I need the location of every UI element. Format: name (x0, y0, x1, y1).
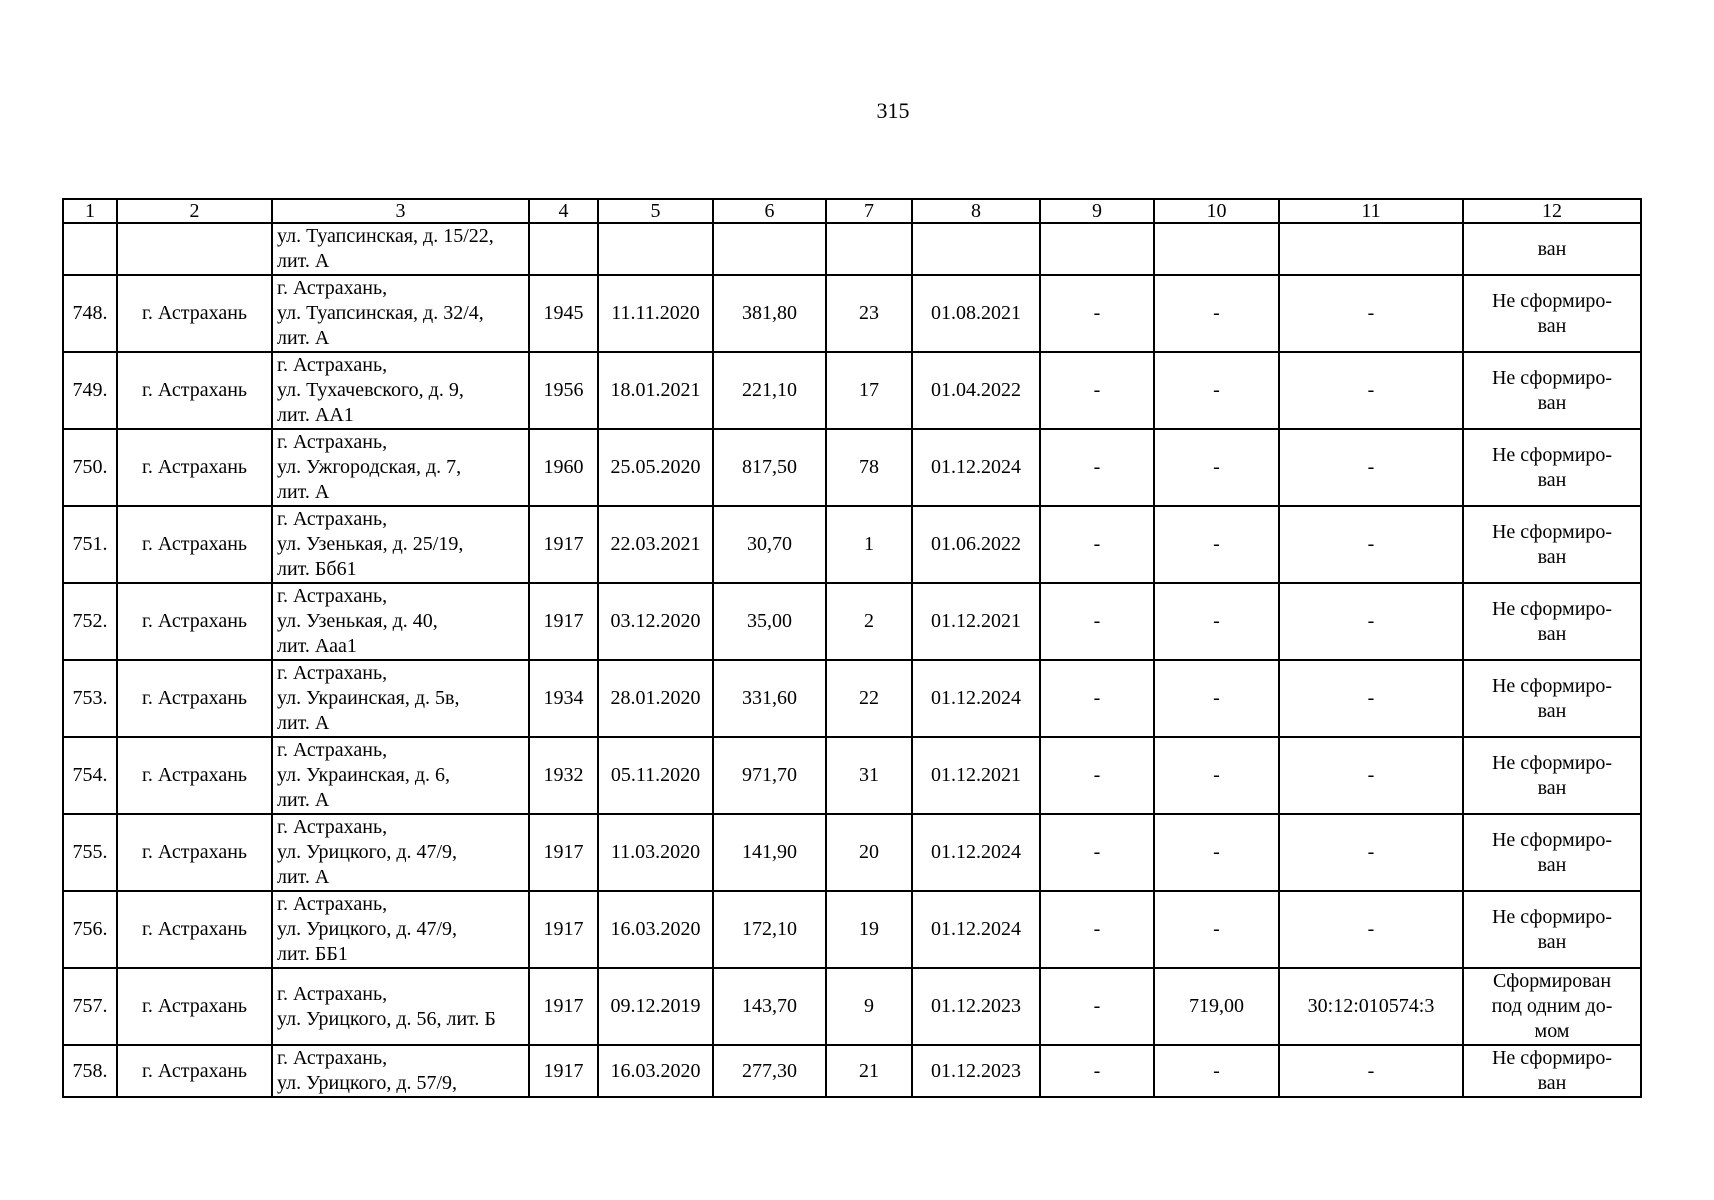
cell-year: 1932 (529, 737, 598, 814)
cell-city: г. Астрахань (117, 814, 272, 891)
address-line: лит. А (277, 327, 330, 349)
address-line: г. Астрахань, (277, 431, 388, 453)
column-header-8: 8 (912, 199, 1040, 223)
cell-col11: 30:12:010574:3 (1279, 968, 1463, 1045)
cell-status (1463, 429, 1641, 506)
page-number: 315 (876, 98, 910, 123)
address-line: ул. Туапсинская, д. 32/4, (277, 302, 484, 324)
cell-area: 30,70 (713, 506, 826, 583)
cell-col10: - (1154, 352, 1279, 429)
address-line: г. Астрахань, (277, 893, 388, 915)
cell-count: 17 (826, 352, 912, 429)
cell-address (272, 429, 529, 506)
address-line: г. Астрахань, (277, 585, 388, 607)
cell-date: 25.05.2020 (598, 429, 713, 506)
cell-city (117, 223, 272, 275)
address-line: г. Астрахань, (277, 277, 388, 299)
address-line: г. Астрахань, (277, 354, 388, 376)
column-header-7: 7 (826, 199, 912, 223)
cell-no: 754. (63, 737, 117, 814)
address-line: ул. Узенькая, д. 25/19, (277, 533, 464, 555)
status-line: Не сформиро- (1491, 828, 1613, 851)
cell-address (272, 275, 529, 352)
cell-no: 752. (63, 583, 117, 660)
cell-date: 22.03.2021 (598, 506, 713, 583)
column-header-10: 10 (1154, 199, 1279, 223)
cell-address (272, 352, 529, 429)
table-row (63, 352, 1641, 429)
cell-col11: - (1279, 891, 1463, 968)
cell-area: 35,00 (713, 583, 826, 660)
status-line: ван (1537, 853, 1567, 876)
address-line: лит. АА1 (277, 404, 354, 426)
address-line: ул. Урицкого, д. 56, лит. Б (277, 1007, 496, 1030)
cell-area: 277,30 (713, 1045, 826, 1097)
cell-date: 05.11.2020 (598, 737, 713, 814)
cell-address (272, 737, 529, 814)
status-line: Не сформиро- (1491, 1047, 1613, 1069)
status-line: мом (1534, 1020, 1570, 1042)
cell-address (272, 660, 529, 737)
table-row (63, 891, 1641, 968)
address-line: лит. А (277, 789, 330, 811)
continuation-row (63, 223, 1641, 275)
cell-col9: - (1040, 352, 1154, 429)
cell-col11: - (1279, 1045, 1463, 1097)
cell-deadline: 01.12.2023 (912, 968, 1040, 1045)
cell-count: 23 (826, 275, 912, 352)
table-row (63, 660, 1641, 737)
cell-col9: - (1040, 275, 1154, 352)
cell-address (272, 583, 529, 660)
cell-year: 1917 (529, 583, 598, 660)
cell-date: 16.03.2020 (598, 891, 713, 968)
status-line: ван (1537, 930, 1567, 953)
column-header-4: 4 (529, 199, 598, 223)
cell-count: 31 (826, 737, 912, 814)
cell-address (272, 223, 529, 275)
table-row (63, 968, 1641, 1045)
column-number-header (63, 199, 1641, 223)
cell-status (1463, 660, 1641, 737)
cell-status (1463, 506, 1641, 583)
cell-status (1463, 814, 1641, 891)
cell-date: 11.03.2020 (598, 814, 713, 891)
cell-col11: - (1279, 275, 1463, 352)
cell-address (272, 506, 529, 583)
address-line: лит. А (277, 250, 330, 272)
cell-area: 141,90 (713, 814, 826, 891)
cell-count (826, 223, 912, 275)
cell-area: 381,80 (713, 275, 826, 352)
cell-no: 750. (63, 429, 117, 506)
status-line: Не сформиро- (1491, 366, 1613, 389)
cell-deadline: 01.04.2022 (912, 352, 1040, 429)
address-line: лит. Ааа1 (277, 635, 357, 657)
cell-date: 28.01.2020 (598, 660, 713, 737)
cell-city: г. Астрахань (117, 660, 272, 737)
column-header-12: 12 (1463, 199, 1641, 223)
cell-address (272, 1045, 529, 1097)
cell-year: 1934 (529, 660, 598, 737)
table-body (63, 223, 1641, 1097)
cell-col10: - (1154, 891, 1279, 968)
cell-col11: - (1279, 660, 1463, 737)
cell-city: г. Астрахань (117, 583, 272, 660)
address-line: лит. ББ1 (277, 943, 348, 965)
cell-date (598, 223, 713, 275)
address-line: ул. Урицкого, д. 47/9, (277, 918, 458, 940)
cell-city: г. Астрахань (117, 275, 272, 352)
address-line: ул. Ужгородская, д. 7, (277, 456, 462, 478)
status-line: ван (1537, 237, 1567, 260)
cell-deadline: 01.12.2024 (912, 660, 1040, 737)
cell-status (1463, 968, 1641, 1045)
cell-col9: - (1040, 429, 1154, 506)
cell-deadline: 01.12.2021 (912, 737, 1040, 814)
cell-col9: - (1040, 737, 1154, 814)
cell-count: 9 (826, 968, 912, 1045)
cell-col11: - (1279, 429, 1463, 506)
cell-date: 16.03.2020 (598, 1045, 713, 1097)
address-line: ул. Урицкого, д. 47/9, (277, 841, 458, 863)
table-row (63, 275, 1641, 352)
cell-no: 755. (63, 814, 117, 891)
cell-col9: - (1040, 1045, 1154, 1097)
cell-col10 (1154, 223, 1279, 275)
cell-status (1463, 583, 1641, 660)
cell-count: 19 (826, 891, 912, 968)
cell-status (1463, 737, 1641, 814)
status-line: Не сформиро- (1491, 905, 1613, 928)
cell-deadline: 01.12.2024 (912, 814, 1040, 891)
cell-no: 748. (63, 275, 117, 352)
status-line: ван (1537, 468, 1567, 491)
table-row (63, 506, 1641, 583)
status-line: ван (1537, 391, 1567, 414)
cell-year: 1917 (529, 814, 598, 891)
cell-date: 11.11.2020 (598, 275, 713, 352)
status-line: Не сформиро- (1491, 597, 1613, 620)
cell-date: 09.12.2019 (598, 968, 713, 1045)
address-line: лит. А (277, 866, 330, 888)
address-line: лит. Бб61 (277, 558, 357, 580)
cell-col10: - (1154, 506, 1279, 583)
cell-col11: - (1279, 583, 1463, 660)
cell-year: 1945 (529, 275, 598, 352)
cell-year: 1917 (529, 891, 598, 968)
status-line: Не сформиро- (1491, 443, 1613, 466)
cell-deadline: 01.08.2021 (912, 275, 1040, 352)
cell-city: г. Астрахань (117, 352, 272, 429)
cell-year: 1960 (529, 429, 598, 506)
status-line: ван (1537, 622, 1567, 645)
cell-count: 1 (826, 506, 912, 583)
cell-col10: - (1154, 1045, 1279, 1097)
address-line: ул. Урицкого, д. 57/9, (277, 1072, 458, 1094)
address-line: лит. А (277, 712, 330, 734)
status-line: ван (1537, 699, 1567, 722)
table-row (63, 429, 1641, 506)
address-line: г. Астрахань, (277, 508, 388, 530)
cell-col10: - (1154, 737, 1279, 814)
cell-year: 1917 (529, 968, 598, 1045)
status-line: под одним до- (1491, 995, 1613, 1017)
cell-city: г. Астрахань (117, 1045, 272, 1097)
table-row (63, 1045, 1641, 1097)
cell-col9: - (1040, 814, 1154, 891)
column-header-3: 3 (272, 199, 529, 223)
column-header-11: 11 (1279, 199, 1463, 223)
status-line: ван (1537, 1072, 1567, 1094)
column-header-6: 6 (713, 199, 826, 223)
cell-col10: - (1154, 429, 1279, 506)
cell-deadline: 01.12.2024 (912, 429, 1040, 506)
address-line: лит. А (277, 481, 330, 503)
status-line: ван (1537, 314, 1567, 337)
status-line: Не сформиро- (1491, 751, 1613, 774)
status-line: Не сформиро- (1491, 289, 1613, 312)
cell-area: 817,50 (713, 429, 826, 506)
address-line: ул. Узенькая, д. 40, (277, 610, 438, 632)
cell-year: 1956 (529, 352, 598, 429)
address-line: г. Астрахань, (277, 982, 388, 1005)
cell-no: 758. (63, 1045, 117, 1097)
address-line: ул. Тухачевского, д. 9, (277, 379, 464, 401)
status-line: Не сформиро- (1491, 674, 1613, 697)
cell-col11 (1279, 223, 1463, 275)
cell-address (272, 891, 529, 968)
cell-deadline: 01.12.2021 (912, 583, 1040, 660)
cell-city: г. Астрахань (117, 737, 272, 814)
header-row (63, 199, 1641, 223)
cell-deadline (912, 223, 1040, 275)
cell-deadline: 01.12.2024 (912, 891, 1040, 968)
cell-col9: - (1040, 506, 1154, 583)
cell-date: 03.12.2020 (598, 583, 713, 660)
address-line: г. Астрахань, (277, 662, 388, 684)
cell-deadline: 01.12.2023 (912, 1045, 1040, 1097)
cell-status (1463, 223, 1641, 275)
address-line: ул. Туапсинская, д. 15/22, (277, 225, 494, 247)
address-line: г. Астрахань, (277, 816, 388, 838)
cell-col10: - (1154, 275, 1279, 352)
status-line: Сформирован (1492, 970, 1612, 992)
column-header-5: 5 (598, 199, 713, 223)
cell-year: 1917 (529, 506, 598, 583)
cell-city: г. Астрахань (117, 506, 272, 583)
cell-status (1463, 891, 1641, 968)
cell-col9: - (1040, 891, 1154, 968)
address-line: ул. Украинская, д. 5в, (277, 687, 460, 709)
cell-city: г. Астрахань (117, 429, 272, 506)
status-line: ван (1537, 545, 1567, 568)
cell-area (713, 223, 826, 275)
cell-status (1463, 1045, 1641, 1097)
cell-count: 78 (826, 429, 912, 506)
cell-col9 (1040, 223, 1154, 275)
cell-count: 20 (826, 814, 912, 891)
housing-register-table (62, 198, 1642, 1098)
cell-area: 143,70 (713, 968, 826, 1045)
cell-no: 751. (63, 506, 117, 583)
table-row (63, 583, 1641, 660)
status-line: ван (1537, 776, 1567, 799)
cell-address (272, 968, 529, 1045)
cell-count: 2 (826, 583, 912, 660)
cell-date: 18.01.2021 (598, 352, 713, 429)
cell-col10: - (1154, 814, 1279, 891)
cell-no: 749. (63, 352, 117, 429)
cell-col9: - (1040, 583, 1154, 660)
cell-deadline: 01.06.2022 (912, 506, 1040, 583)
cell-col11: - (1279, 352, 1463, 429)
cell-status (1463, 352, 1641, 429)
cell-col9: - (1040, 660, 1154, 737)
table-row (63, 737, 1641, 814)
status-line: Не сформиро- (1491, 520, 1613, 543)
cell-area: 971,70 (713, 737, 826, 814)
cell-area: 221,10 (713, 352, 826, 429)
cell-no: 753. (63, 660, 117, 737)
cell-col10: 719,00 (1154, 968, 1279, 1045)
cell-count: 22 (826, 660, 912, 737)
address-line: ул. Украинская, д. 6, (277, 764, 451, 786)
cell-count: 21 (826, 1045, 912, 1097)
cell-no: 757. (63, 968, 117, 1045)
cell-col10: - (1154, 660, 1279, 737)
cell-col9: - (1040, 968, 1154, 1045)
column-header-1: 1 (63, 199, 117, 223)
column-header-9: 9 (1040, 199, 1154, 223)
cell-status (1463, 275, 1641, 352)
cell-year (529, 223, 598, 275)
table-row (63, 814, 1641, 891)
cell-col11: - (1279, 737, 1463, 814)
column-header-2: 2 (117, 199, 272, 223)
cell-col11: - (1279, 814, 1463, 891)
cell-no: 756. (63, 891, 117, 968)
cell-col10: - (1154, 583, 1279, 660)
cell-city: г. Астрахань (117, 968, 272, 1045)
cell-area: 172,10 (713, 891, 826, 968)
address-line: г. Астрахань, (277, 1047, 388, 1069)
cell-area: 331,60 (713, 660, 826, 737)
cell-address (272, 814, 529, 891)
cell-col11: - (1279, 506, 1463, 583)
cell-year: 1917 (529, 1045, 598, 1097)
cell-no (63, 223, 117, 275)
address-line: г. Астрахань, (277, 739, 388, 761)
cell-city: г. Астрахань (117, 891, 272, 968)
